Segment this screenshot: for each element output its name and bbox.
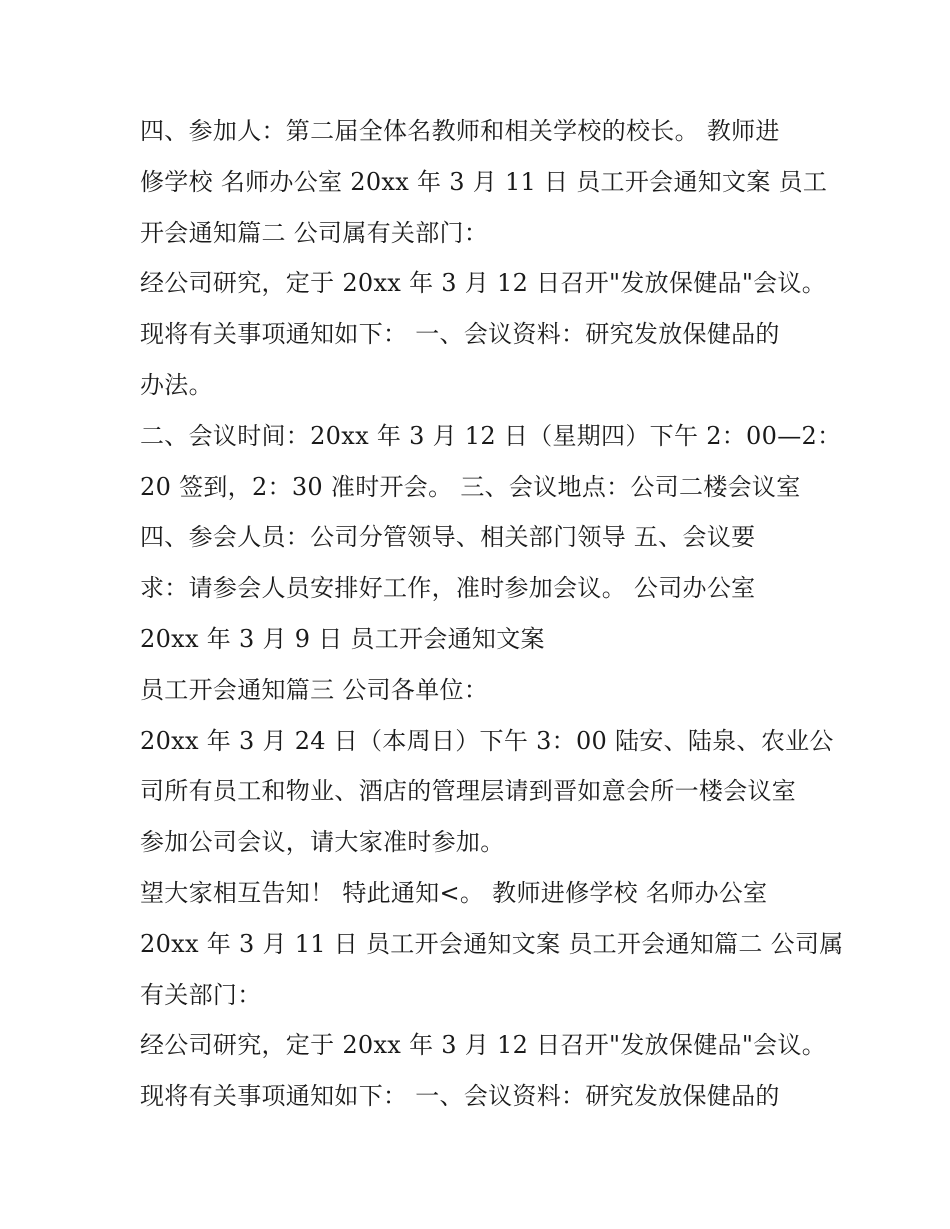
text-line: 员工开会通知篇三 公司各单位： [140, 675, 489, 704]
text-line: 经公司研究，定于 20xx 年 3 月 12 日召开"发放保健品"会议。 [140, 269, 827, 298]
text-line: 办法。 [140, 370, 213, 399]
text-line: 20xx 年 3 月 11 日 员工开会通知文案 员工开会通知篇二 公司属 [140, 929, 844, 958]
text-line: 四、参加人：第二届全体名教师和相关学校的校长。 教师进 [140, 117, 780, 145]
text-line: 20 签到，2：30 准时开会。 三、会议地点：公司二楼会议室 [140, 472, 801, 501]
text-line: 参加公司会议，请大家准时参加。 [140, 828, 505, 857]
text-line: 有关部门： [140, 980, 262, 1009]
document-body [140, 106, 844, 1122]
text-line: 20xx 年 3 月 24 日（本周日）下午 3：00 陆安、陆泉、农业公 [140, 726, 834, 755]
text-line: 二、会议时间：20xx 年 3 月 12 日（星期四）下午 2：00—2： [140, 421, 842, 450]
text-line: 求：请参会人员安排好工作，准时参加会议。 公司办公室 [140, 574, 756, 603]
text-line: 望大家相互告知！ 特此通知<。 教师进修学校 名师办公室 [140, 878, 768, 907]
text-line: 经公司研究，定于 20xx 年 3 月 12 日召开"发放保健品"会议。 [140, 1031, 827, 1060]
text-line: 现将有关事项通知如下： 一、会议资料：研究发放保健品的 [140, 320, 780, 349]
text-line: 司所有员工和物业、酒店的管理层请到晋如意会所一楼会议室 [140, 777, 797, 806]
text-line: 现将有关事项通知如下： 一、会议资料：研究发放保健品的 [140, 1082, 780, 1111]
text-line: 修学校 名师办公室 20xx 年 3 月 11 日 员工开会通知文案 员工 [140, 167, 828, 196]
text-line: 开会通知篇二 公司属有关部门： [140, 218, 489, 247]
text-line: 四、参会人员：公司分管领导、相关部门领导 五、会议要 [140, 523, 756, 552]
text-line: 20xx 年 3 月 9 日 员工开会通知文案 [140, 624, 545, 653]
